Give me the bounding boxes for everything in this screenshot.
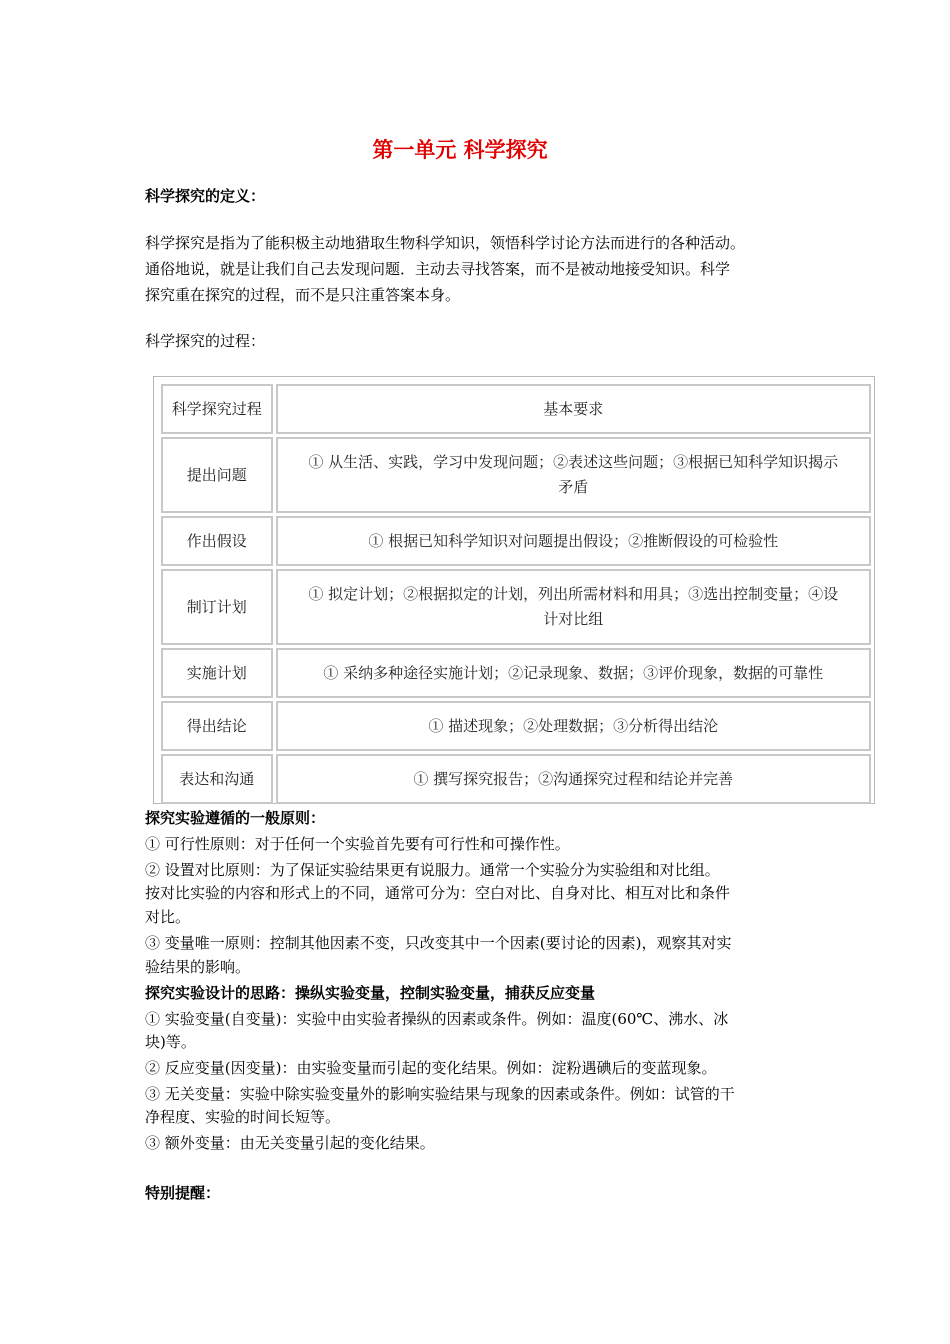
process-heading: 科学探究的过程： bbox=[145, 332, 266, 350]
requirement-text: 计对比组 bbox=[543, 610, 604, 628]
requirement-cell bbox=[276, 648, 871, 698]
design-line: ① 实验变量(自变量)：实验中由实验者操纵的因素或条件。例如：温度(60℃、沸水、冰 bbox=[145, 1010, 729, 1028]
design-line: ③ 额外变量：由无关变量引起的变化结果。 bbox=[145, 1134, 435, 1152]
page-title: 第一单元 科学探究 bbox=[372, 138, 548, 162]
requirement-text: 矛盾 bbox=[558, 478, 589, 496]
requirement-cell bbox=[276, 516, 871, 566]
table-row bbox=[161, 516, 871, 566]
table-header-cell: 基本要求 bbox=[276, 384, 871, 434]
principles-line: ① 可行性原则：对于任何一个实验首先要有可行性和可操作性。 bbox=[145, 835, 570, 853]
process-table bbox=[158, 381, 874, 807]
step-cell: 作出假设 bbox=[161, 516, 273, 566]
requirement-text: ① 采纳多种途径实施计划；②记录现象、数据；③评价现象，数据的可靠性 bbox=[323, 663, 824, 682]
principles-line: 验结果的影响。 bbox=[145, 958, 251, 976]
table-row bbox=[161, 701, 871, 751]
principles-line: ② 设置对比原则：为了保证实验结果更有说服力。通常一个实验分为实验组和对比组。 bbox=[145, 861, 720, 879]
requirement-cell bbox=[276, 437, 871, 513]
design-line: ③ 无关变量：实验中除实验变量外的影响实验结果与现象的因素或条件。例如：试管的干 bbox=[145, 1085, 735, 1103]
table-row bbox=[161, 648, 871, 698]
design-line: 块)等。 bbox=[145, 1033, 196, 1051]
requirement-text: ① 从生活、实践，学习中发现问题；②表述这些问题；③根据已知科学知识揭示 bbox=[308, 453, 839, 471]
step-cell: 实施计划 bbox=[161, 648, 273, 698]
step-cell: 得出结论 bbox=[161, 701, 273, 751]
definition-line: 科学探究是指为了能积极主动地猎取生物科学知识，领悟科学讨论方法而进行的各种活动。 bbox=[145, 234, 746, 252]
principles-line: 按对比实验的内容和形式上的不同，通常可分为：空白对比、自身对比、相互对比和条件 bbox=[145, 884, 731, 902]
design-line: 净程度、实验的时间长短等。 bbox=[145, 1108, 341, 1126]
table-row bbox=[161, 437, 871, 513]
requirement-text: ① 描述现象；②处理数据；③分析得出结沦 bbox=[428, 716, 719, 735]
requirement-cell bbox=[276, 754, 871, 804]
definition-line: 通俗地说，就是让我们自己去发现问题．主动去寻找答案，而不是被动地接受知识。科学 bbox=[145, 260, 731, 278]
principles-line: ③ 变量唯一原则：控制其他因素不变，只改变其中一个因素(要讨论的因素)，观察其对实 bbox=[145, 934, 732, 952]
requirement-text: ① 根据已知科学知识对问题提出假设；②推断假设的可检验性 bbox=[368, 531, 779, 550]
design-line: ② 反应变量(因变量)：由实验变量而引起的变化结果。例如：淀粉遇碘后的变蓝现象。 bbox=[145, 1059, 717, 1077]
process-table-frame bbox=[153, 376, 875, 804]
principles-line: 对比。 bbox=[145, 908, 191, 926]
step-cell: 制订计划 bbox=[161, 569, 273, 645]
table-row bbox=[161, 754, 871, 804]
reminder-heading: 特别提醒： bbox=[145, 1184, 221, 1202]
table-header-row bbox=[161, 384, 871, 434]
definition-heading: 科学探究的定义： bbox=[145, 187, 266, 205]
design-heading: 探究实验设计的思路：操纵实验变量，控制实验变量，捕获反应变量 bbox=[145, 984, 596, 1002]
step-cell: 表达和沟通 bbox=[161, 754, 273, 804]
principles-heading: 探究实验遵循的一般原则： bbox=[145, 809, 326, 827]
table-header-cell: 科学探究过程 bbox=[161, 384, 273, 434]
table-row bbox=[161, 569, 871, 645]
requirement-cell bbox=[276, 569, 871, 645]
requirement-text: ① 撰写探究报告；②沟通探究过程和结论并完善 bbox=[413, 769, 734, 788]
requirement-text: ① 拟定计划；②根据拟定的计划，列出所需材料和用具；③选出控制变量；④设 bbox=[308, 585, 839, 603]
step-cell: 提出问题 bbox=[161, 437, 273, 513]
definition-line: 探究重在探究的过程，而不是只注重答案本身。 bbox=[145, 286, 461, 304]
requirement-cell bbox=[276, 701, 871, 751]
